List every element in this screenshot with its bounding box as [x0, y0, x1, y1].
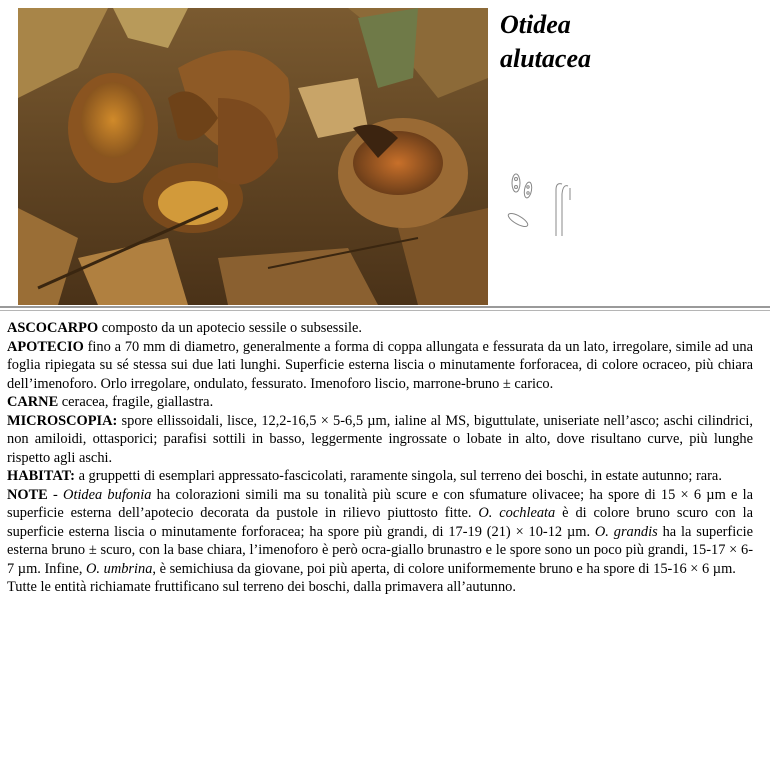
species-name: O. umbrina	[86, 560, 153, 577]
species-name: O. grandis	[594, 523, 658, 540]
paraphysis-drawing	[562, 186, 568, 236]
divider-line-thin	[0, 310, 770, 311]
title-genus: Otidea	[500, 10, 571, 39]
spore-drawing	[523, 182, 533, 199]
closing-paragraph: Tutte le entità richiamate fruttificano sul terreno dei boschi, dalla primavera all’autunno.	[7, 579, 516, 595]
label-habitat: HABITAT:	[7, 468, 75, 484]
spore-drawing	[512, 174, 520, 192]
species-name: O. cochleata	[478, 505, 556, 521]
species-name: Otidea bufonia	[63, 486, 152, 503]
title-species: alutacea	[500, 44, 591, 73]
label-microscopia: MICROSCOPIA:	[7, 412, 118, 429]
species-title	[500, 8, 591, 76]
divider-line	[0, 306, 770, 308]
section-carne: CARNE ceracea, fragile, giallastra.	[7, 394, 214, 410]
label-apotecio: APOTECIO	[7, 338, 84, 355]
section-note: NOTE - Otidea bufonia ha colorazioni simili ma su tonalità più scure e con sfumature olivacee; ha spore di 15 × 6 µm e la superficie esterna dell’apotecio decorata da pustole in rilievo piuttosto fitte. O. cochleata è di colore bruno scuro con la superficie esterna liscia o minutamente forforacea; ha spore più grandi, di 17-19 (21) × 10-12 µm. O. grandis ha la superficie esterna bruno ± scuro, con la base chiara, l’imenoforo è però ocra-giallo brunastro e le spore sono un poco più grandi, 15-17 × 6-7 µm. Infine, O. umbrina, è semichiusa da giovane, poi più aperta, di colore uniformemente bruno e ha spore di 15-16 × 6 µm.	[7, 486, 754, 577]
section-habitat: HABITAT: a gruppetti di esemplari appressato-fascicolati, raramente singola, sul terreno dei boschi, in estate autunno; rara.	[7, 468, 722, 484]
mushroom-photo	[18, 8, 488, 305]
spore-drawing	[506, 211, 529, 229]
section-microscopia: MICROSCOPIA: spore ellissoidali, lisce, 12,2-16,5 × 5-6,5 µm, ialine al MS, biguttulate, uniseriate nell’asco; aschi cilindrici, non amiloidi, ottasporici; parafisi sottili in basso, leggermente ingrossate o lobate in alto, dove risultano curve, più lunghe rispetto agli aschi.	[7, 412, 753, 466]
label-note: NOTE	[7, 486, 48, 503]
paraphysis-drawing	[556, 184, 562, 236]
section-ascocarpo: ASCOCARPO composto da un apotecio sessile o subsessile.	[7, 320, 362, 336]
label-carne: CARNE	[7, 394, 59, 410]
description-text	[7, 319, 753, 597]
section-apotecio: APOTECIO fino a 70 mm di diametro, generalmente a forma di coppa allungata e fessurata da un lato, irregolare, simile ad una foglia ripiegata su sé stessa sui due lati lunghi. Superficie esterna liscia o minutamente forforacea, di colore ocraceo, più chiara dell’imenoforo. Orlo irregolare, ondulato, fessurato. Imenoforo liscio, marrone-bruno ± carico.	[7, 338, 753, 392]
label-ascocarpo: ASCOCARPO	[7, 320, 99, 336]
microscopy-drawing	[500, 170, 580, 240]
